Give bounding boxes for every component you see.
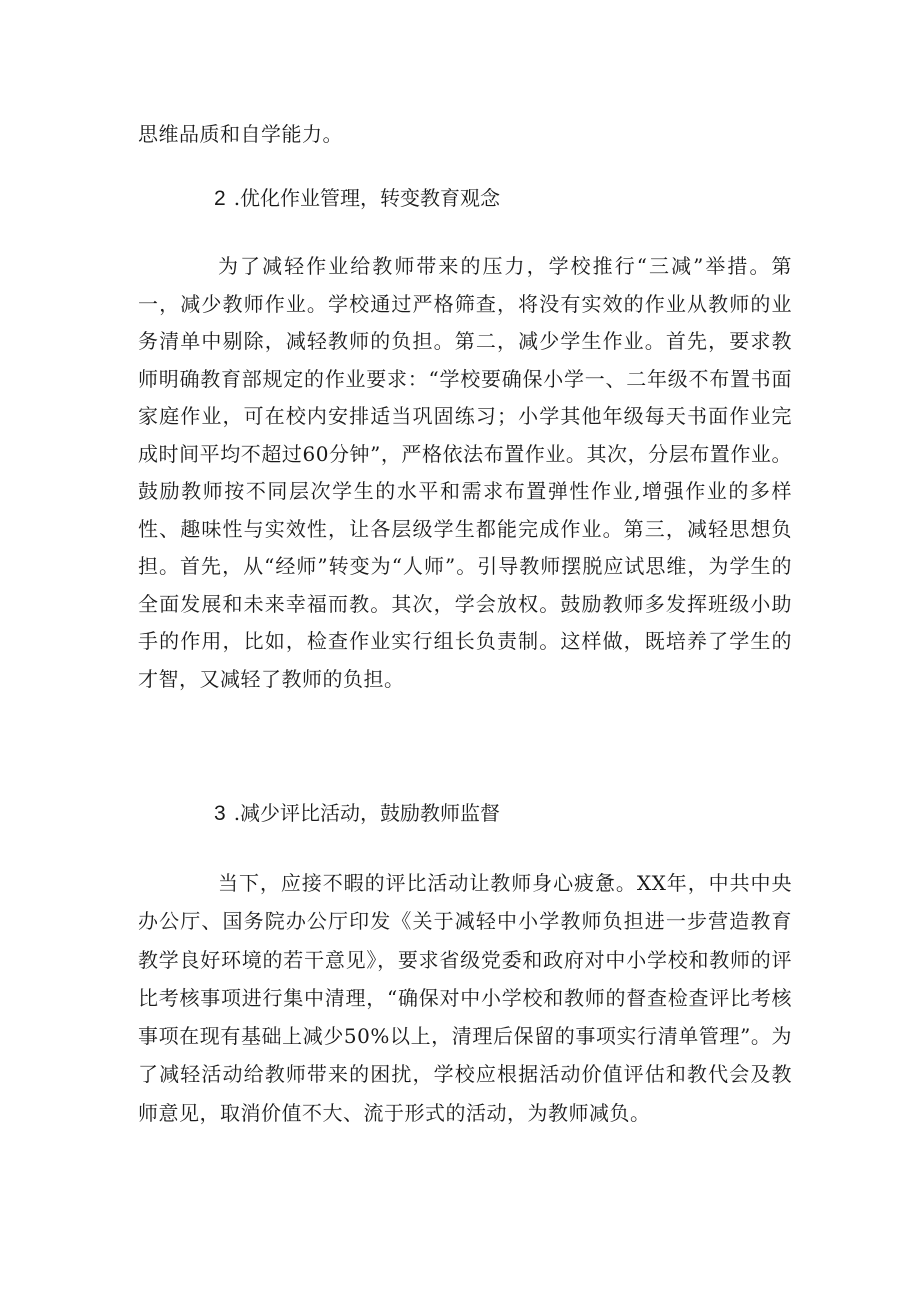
section-body-3: 当下，应接不暇的评比活动让教师身心疲惫。XX年，中共中央办公厅、国务院办公厅印发《关于减轻中小学教师负担进一步营造教育教学良好环境的若干意见》，要求省级党委和政府对中小学校和教师的评比考核事项进行集中清理，“确保对中小学校和教师的督查检查评比考核事项在现有基础上减少50%以上，清理后保留的事项实行清单管理”。为了减轻活动给教师带来的困扰，学校应根据活动价值评估和教代会及教师意见，取消价值不大、流于形式的活动，为教师减负。 bbox=[138, 871, 792, 1125]
continued-paragraph: 思维品质和自学能力。 bbox=[138, 122, 343, 146]
section-title: .优化作业管理，转变教育观念 bbox=[233, 186, 501, 210]
section-body-2: 为了减轻作业给教师带来的压力，学校推行“三减”举措。第一，减少教师作业。学校通过严格筛查，将没有实效的作业从教师的业务清单中剔除，减轻教师的负担。第二，减少学生作业。首先，要求教师明确教育部规定的作业要求：“学校要确保小学一、二年级不布置书面家庭作业，可在校内安排适当巩固练习；小学其他年级每天书面作业完成时间平均不超过60分钟”，严格依法布置作业。其次，分层布置作业。鼓励教师按不同层次学生的水平和需求布置弹性作业,增强作业的多样性、趣味性与实效性，让各层级学生都能完成作业。第三，减轻思想负担。首先，从“经师”转变为“人师”。引导教师摆脱应试思维，为学生的全面发展和未来幸福而教。其次，学会放权。鼓励教师多发挥班级小助手的作用，比如，检查作业实行组长负责制。这样做，既培养了学生的才智，又减轻了教师的负担。 bbox=[138, 254, 792, 691]
section-title: .减少评比活动，鼓励教师监督 bbox=[233, 801, 501, 825]
section-heading-3 bbox=[214, 795, 500, 832]
section-number: 2 bbox=[214, 187, 226, 210]
section-number: 3 bbox=[214, 802, 226, 825]
section-heading-2 bbox=[214, 180, 500, 217]
